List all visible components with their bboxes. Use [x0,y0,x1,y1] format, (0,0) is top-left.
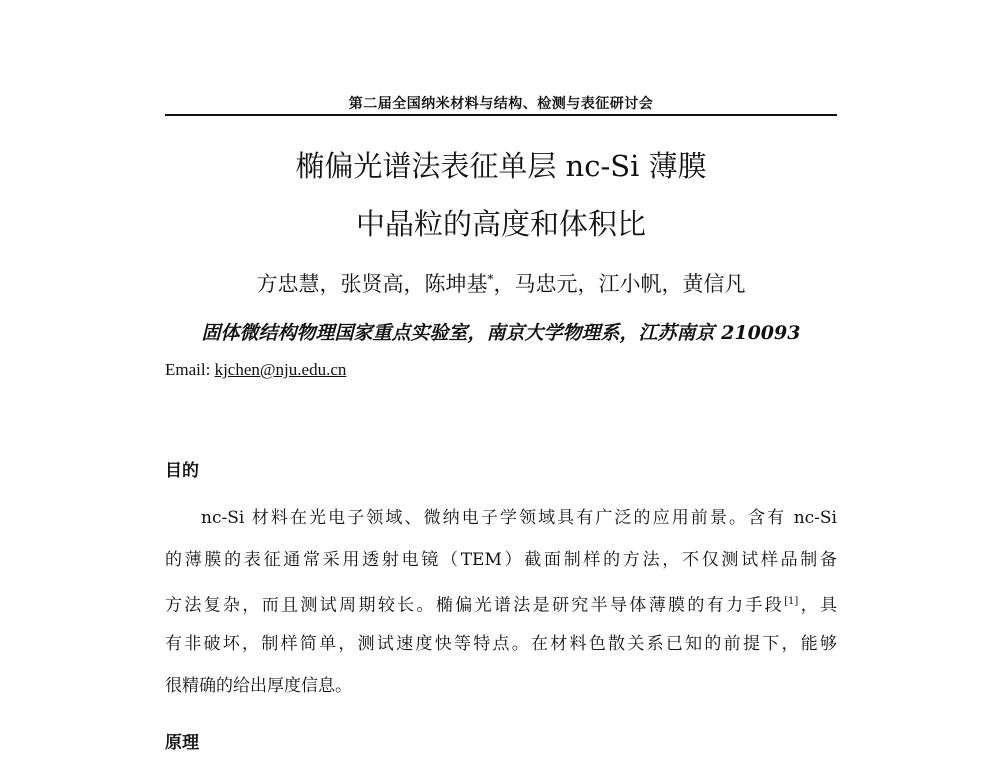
paragraph-line: 有非破坏，制样简单，测试速度快等特点。在材料色散关系已知的前提下，能够 [165,634,837,654]
paragraph-text: ，具 [798,595,838,616]
citation-ref[interactable]: [1] [784,596,799,607]
section-heading-purpose: 目的 [165,461,199,481]
authors-part-2: ，马忠元，江小帆，黄信凡 [493,272,746,296]
header-rule [165,114,837,116]
paper-title-line-1: 椭偏光谱法表征单层 nc-Si 薄膜 [295,149,707,183]
running-head: 第二届全国纳米材料与结构、检测与表征研讨会 [348,96,654,112]
email-link[interactable]: kjchen@nju.edu.cn [214,360,347,379]
authors-part-1: 方忠慧，张贤高，陈坤基 [256,272,488,296]
authors [165,264,837,299]
paragraph-line [165,590,837,618]
paper-title-line-2: 中晶粒的高度和体积比 [355,207,646,241]
email-label: Email: [165,360,215,379]
affiliation: 固体微结构物理国家重点实验室，南京大学物理系，江苏南京 210093 [201,322,801,344]
section-heading-principle: 原理 [165,733,199,753]
corresponding-author-mark: * [487,272,494,286]
paragraph-line: nc-Si 材料在光电子领域、微纳电子学领域具有广泛的应用前景。含有 nc-Si [201,508,837,528]
paragraph-text: 方法复杂，而且测试周期较长。椭偏光谱法是研究半导体薄膜的有力手段 [165,595,785,616]
email-line [165,360,346,380]
paragraph-line: 很精确的给出厚度信息。 [165,676,352,696]
paragraph-line: 的薄膜的表征通常采用透射电镜（TEM）截面制样的方法，不仅测试样品制备 [165,550,837,570]
